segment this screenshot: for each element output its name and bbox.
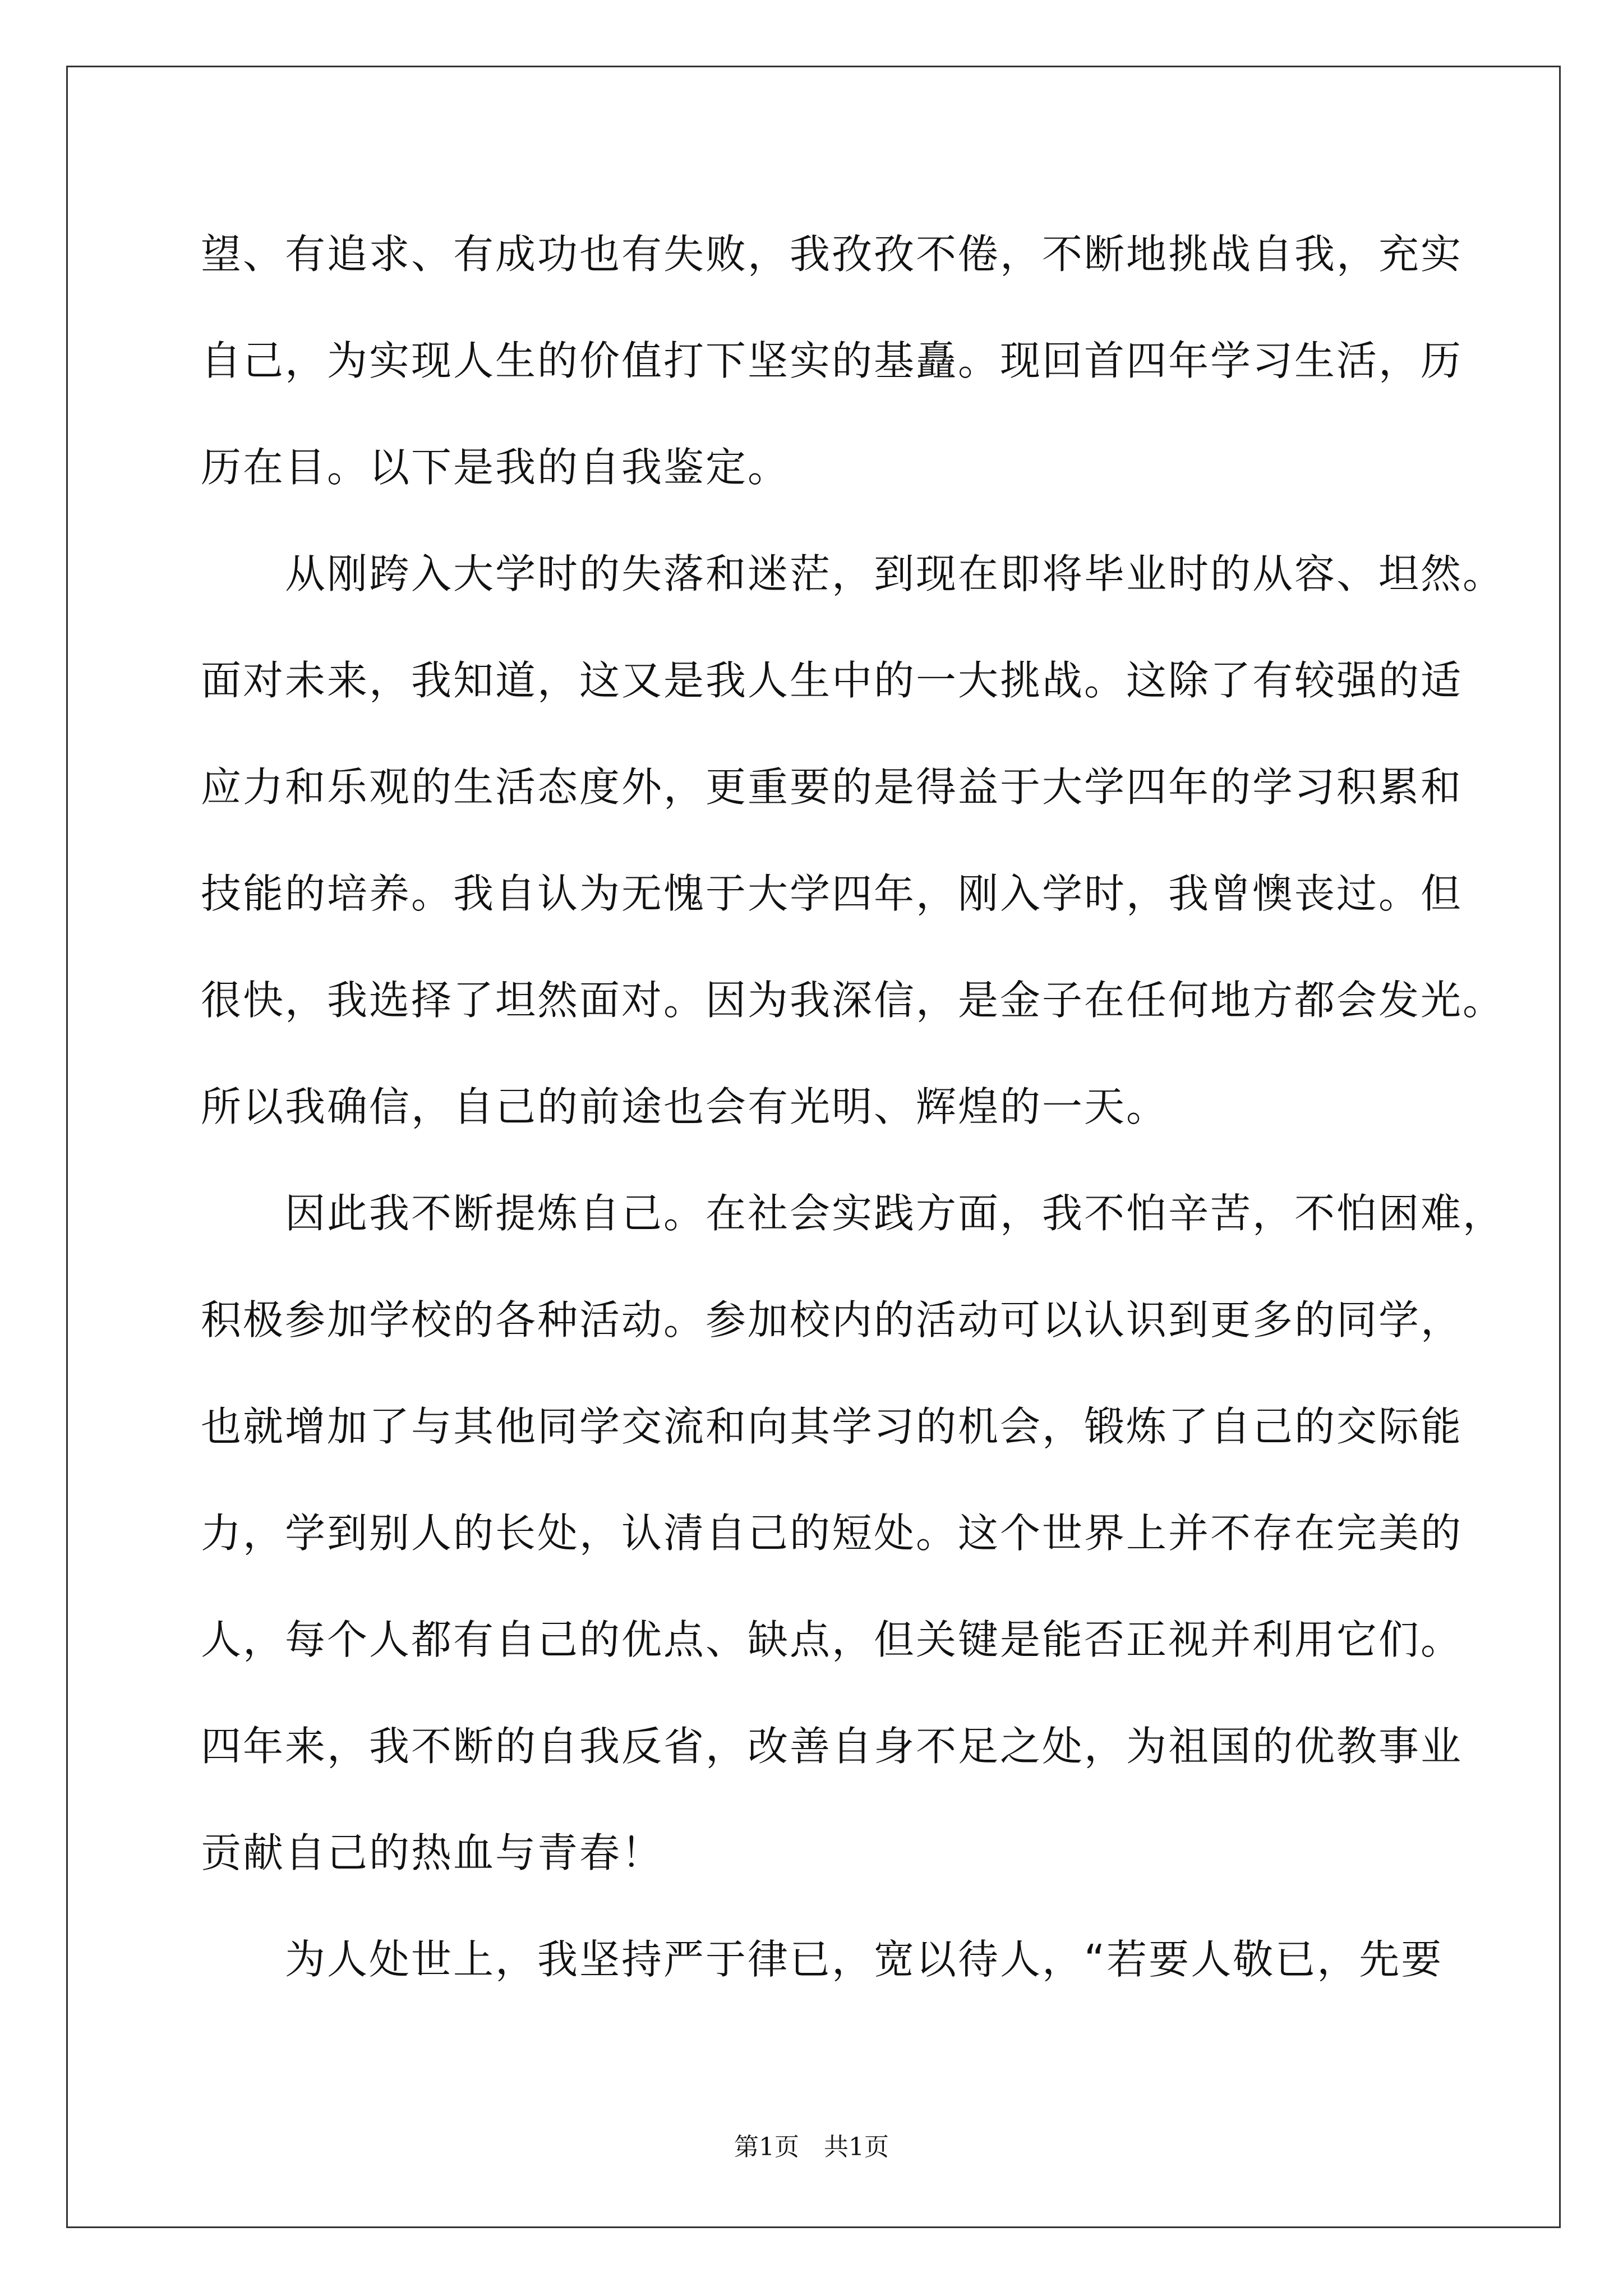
text-line: 历在目。以下是我的自我鉴定。 xyxy=(201,444,790,491)
text-line: 面对未来，我知道，这又是我人生中的一大挑战。这除了有较强的适 xyxy=(201,657,1463,704)
text-line: 为人处世上，我坚持严于律已，宽以待人，“若要人敬已，先要 xyxy=(201,1936,1444,1983)
text-line: 也就增加了与其他同学交流和向其学习的机会，锻炼了自己的交际能 xyxy=(201,1403,1463,1450)
text-line: 很快，我选择了坦然面对。因为我深信，是金子在任何地方都会发光。 xyxy=(201,977,1505,1024)
text-line: 技能的培养。我自认为无愧于大学四年，刚入学时，我曾懊丧过。但 xyxy=(201,870,1463,917)
text-line: 四年来，我不断的自我反省，改善自身不足之处，为祖国的优教事业 xyxy=(201,1723,1463,1770)
text-line: 应力和乐观的生活态度外，更重要的是得益于大学四年的学习积累和 xyxy=(201,763,1463,811)
text-line: 积极参加学校的各种活动。参加校内的活动可以认识到更多的同学， xyxy=(201,1296,1463,1343)
text-line: 从刚跨入大学时的失落和迷茫，到现在即将毕业时的从容、坦然。 xyxy=(201,550,1505,597)
text-line: 所以我确信，自己的前途也会有光明、辉煌的一天。 xyxy=(201,1083,1169,1130)
text-line: 力，学到别人的长处，认清自己的短处。这个世界上并不存在完美的 xyxy=(201,1510,1463,1557)
text-line: 贡献自己的热血与青春！ xyxy=(201,1829,664,1876)
page-border xyxy=(66,66,1561,2228)
text-line: 人，每个人都有自己的优点、缺点，但关键是能否正视并利用它们。 xyxy=(201,1616,1463,1663)
text-line: 望、有追求、有成功也有失败，我孜孜不倦，不断地挑战自我，充实 xyxy=(201,231,1463,278)
text-line: 自己，为实现人生的价值打下坚实的基矗。现回首四年学习生活，历 xyxy=(201,337,1463,384)
text-line: 因此我不断提炼自己。在社会实践方面，我不怕辛苦，不怕困难， xyxy=(201,1190,1505,1237)
page-number-footer: 第1页 共1页 xyxy=(734,2133,889,2161)
